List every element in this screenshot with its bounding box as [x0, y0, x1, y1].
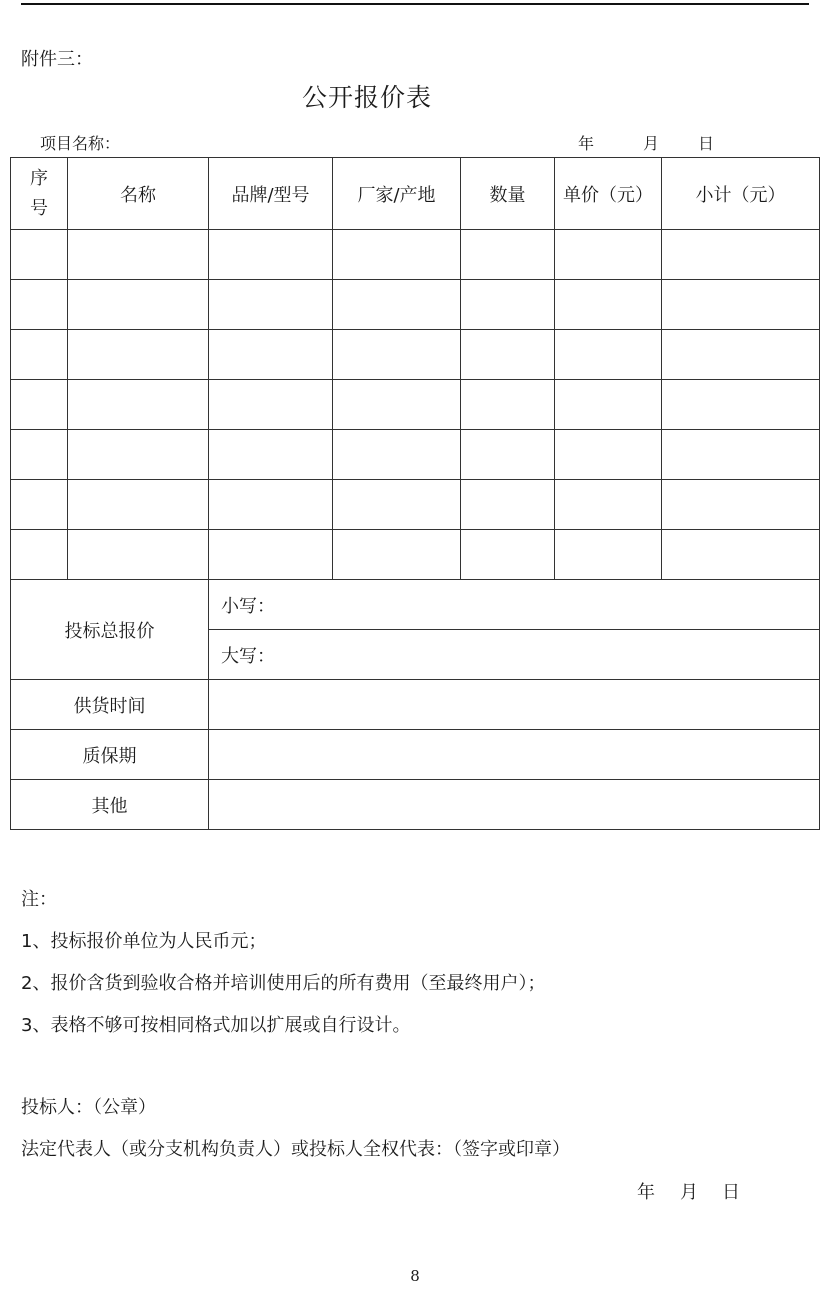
table-row — [11, 230, 820, 280]
note-item-1: 1、投标报价单位为人民币元； — [21, 931, 267, 952]
table-cell[interactable] — [461, 280, 555, 330]
table-cell[interactable] — [11, 480, 68, 530]
table-cell[interactable] — [461, 430, 555, 480]
table-cell[interactable] — [461, 530, 555, 580]
table-cell[interactable] — [68, 280, 209, 330]
table-cell[interactable] — [11, 280, 68, 330]
amount-uppercase-field[interactable]: 大写： — [209, 630, 820, 680]
header-name: 名称 — [68, 158, 209, 230]
header-brand-model: 品牌/型号 — [209, 158, 333, 230]
bidder-seal-label: 投标人：（公章） — [21, 1097, 156, 1118]
date-year-label: 年 — [578, 134, 595, 153]
table-cell[interactable] — [11, 430, 68, 480]
table-cell[interactable] — [555, 380, 662, 430]
warranty-label: 质保期 — [11, 730, 209, 780]
table-cell[interactable] — [68, 480, 209, 530]
table-cell[interactable] — [333, 280, 461, 330]
header-row — [11, 158, 820, 230]
table-cell[interactable] — [68, 380, 209, 430]
table-cell[interactable] — [209, 380, 333, 430]
header-manufacturer-origin: 厂家/产地 — [333, 158, 461, 230]
table-cell[interactable] — [209, 430, 333, 480]
table-cell[interactable] — [662, 230, 820, 280]
date-day-label: 日 — [698, 134, 715, 153]
header-unit-price: 单价（元） — [555, 158, 662, 230]
table-cell[interactable] — [555, 330, 662, 380]
header-quantity: 数量 — [461, 158, 555, 230]
table-cell[interactable] — [461, 480, 555, 530]
table-cell[interactable] — [662, 480, 820, 530]
table-cell[interactable] — [461, 230, 555, 280]
table-cell[interactable] — [209, 330, 333, 380]
total-price-row — [11, 580, 820, 630]
header-seq: 序号 — [11, 158, 68, 230]
note-item-2: 2、报价含货到验收合格并培训使用后的所有费用（至最终用户）； — [21, 973, 546, 994]
table-cell[interactable] — [333, 230, 461, 280]
table-cell[interactable] — [333, 530, 461, 580]
table-row — [11, 380, 820, 430]
table-cell[interactable] — [209, 280, 333, 330]
table-cell[interactable] — [555, 530, 662, 580]
top-rule — [21, 3, 809, 5]
attachment-label: 附件三： — [21, 49, 93, 70]
table-cell[interactable] — [555, 230, 662, 280]
delivery-time-field[interactable] — [209, 680, 820, 730]
table-cell[interactable] — [11, 530, 68, 580]
table-cell[interactable] — [68, 530, 209, 580]
sign-day-label: 日 — [722, 1182, 740, 1203]
table-cell[interactable] — [555, 480, 662, 530]
table-cell[interactable] — [555, 430, 662, 480]
table-cell[interactable] — [461, 330, 555, 380]
delivery-time-label: 供货时间 — [11, 680, 209, 730]
other-field[interactable] — [209, 780, 820, 830]
delivery-time-row — [11, 680, 820, 730]
other-label: 其他 — [11, 780, 209, 830]
table-cell[interactable] — [555, 280, 662, 330]
project-name-label: 项目名称： — [40, 134, 121, 153]
table-cell[interactable] — [662, 330, 820, 380]
table-cell[interactable] — [11, 330, 68, 380]
header-subtotal: 小计（元） — [662, 158, 820, 230]
table-row — [11, 530, 820, 580]
other-row — [11, 780, 820, 830]
table-cell[interactable] — [209, 480, 333, 530]
table-cell[interactable] — [662, 380, 820, 430]
table-row — [11, 430, 820, 480]
table-cell[interactable] — [662, 280, 820, 330]
table-cell[interactable] — [333, 330, 461, 380]
table-row — [11, 330, 820, 380]
date-month-label: 月 — [643, 134, 660, 153]
table-cell[interactable] — [11, 230, 68, 280]
warranty-row — [11, 730, 820, 780]
sign-month-label: 月 — [680, 1182, 698, 1203]
table-cell[interactable] — [209, 230, 333, 280]
table-row — [11, 280, 820, 330]
table-cell[interactable] — [333, 380, 461, 430]
notes-heading: 注： — [21, 889, 57, 910]
amount-lowercase-field[interactable]: 小写： — [209, 580, 820, 630]
table-cell[interactable] — [68, 230, 209, 280]
total-price-label: 投标总报价 — [11, 580, 209, 680]
note-item-3: 3、表格不够可按相同格式加以扩展或自行设计。 — [21, 1015, 411, 1036]
table-cell[interactable] — [662, 530, 820, 580]
table-cell[interactable] — [662, 430, 820, 480]
page-title: 公开报价表 — [301, 83, 432, 112]
table-cell[interactable] — [209, 530, 333, 580]
table-cell[interactable] — [333, 480, 461, 530]
table-cell[interactable] — [68, 330, 209, 380]
page-number: 8 — [410, 1267, 420, 1285]
table-cell[interactable] — [333, 430, 461, 480]
quote-table — [10, 157, 820, 830]
table-cell[interactable] — [68, 430, 209, 480]
table-cell[interactable] — [11, 380, 68, 430]
table-row — [11, 480, 820, 530]
warranty-field[interactable] — [209, 730, 820, 780]
table-cell[interactable] — [461, 380, 555, 430]
representative-signature-label: 法定代表人（或分支机构负责人）或投标人全权代表：（签字或印章） — [21, 1139, 570, 1160]
sign-year-label: 年 — [637, 1182, 655, 1203]
